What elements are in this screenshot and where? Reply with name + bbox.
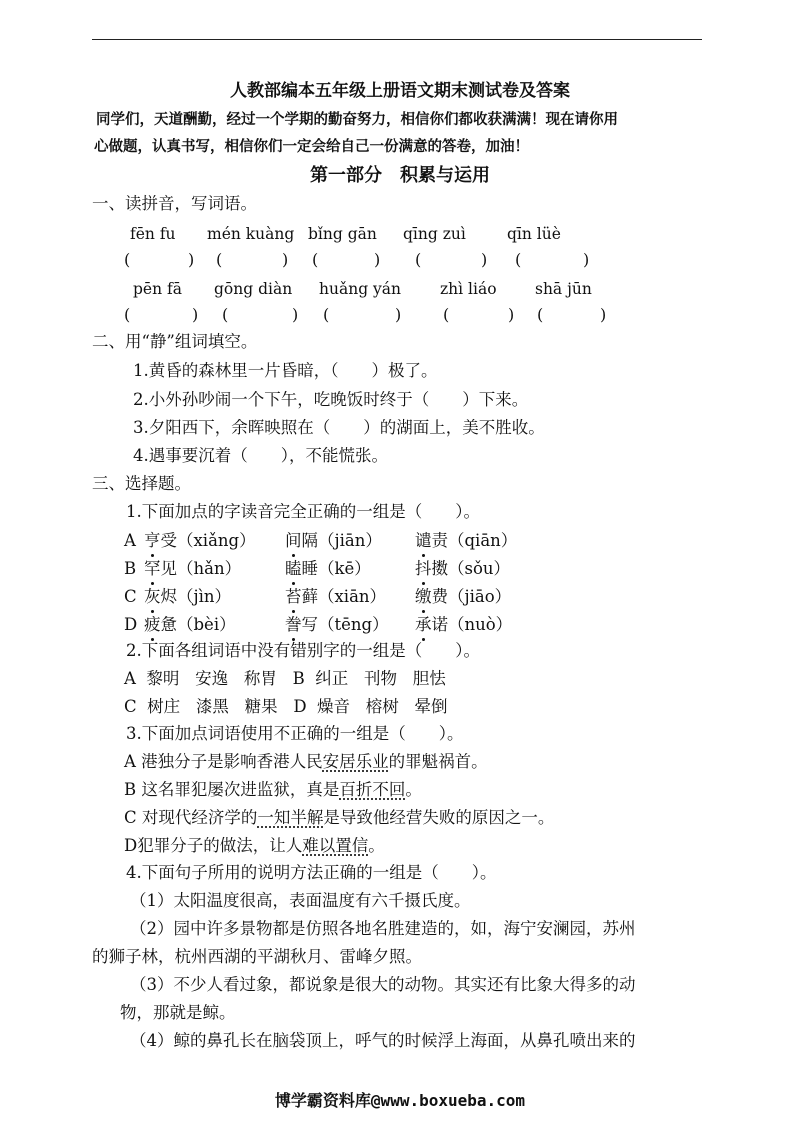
dotted-char: 亨 [144,531,161,550]
blank-open[interactable]: ( [537,305,544,324]
pinyin-7: gōng diàn [214,280,293,298]
option-word: 谴责（qiān） [415,531,518,550]
document-title: 人教部编本五年级上册语文期末测试卷及答案 [230,81,570,101]
pinyin-1: fēn fu [130,225,176,243]
footer-watermark: 博学霸资料库@www.boxueba.com [274,1091,526,1110]
intro-line-1: 同学们，天道酬勤，经过一个学期的勤奋努力，相信你们都收获满满！现在请你用 [96,112,618,128]
blank-close: ) [374,250,381,269]
option-letter: C [124,587,137,606]
pinyin-2: mén kuàng [207,225,295,243]
pinyin-4: qīng zuì [403,225,466,243]
pinyin-8: huǎng yán [319,280,402,298]
q3-4-statement-2: （2）园中许多景物都是仿照各地名胜建造的，如，海宁安澜园，苏州 [130,919,636,938]
blank-open[interactable]: ( [222,305,229,324]
blank-open[interactable]: ( [323,305,330,324]
pinyin-5: qīn lüè [507,225,561,243]
blank-close: ) [292,305,299,324]
option-word: 誊写（tēng） [285,615,389,634]
q3-4-statement-4: （4）鲸的鼻孔长在脑袋顶上，呼气的时候浮上海面，从鼻孔喷出来的 [130,1031,636,1050]
dotted-phrase: 安居乐业 [322,752,389,771]
q2-item-3: 3.夕阳西下，余晖映照在（ ）的湖面上，美不胜收。 [133,418,545,437]
q3-4-statement-3-cont: 物，那就是鲸。 [120,1003,236,1022]
dotted-char: 瞌 [285,559,302,578]
pinyin-6: pēn fā [133,280,182,298]
dotted-phrase: 难以置信 [302,836,369,855]
option-word: 罕见（hǎn） [144,559,242,578]
blank-open[interactable]: ( [443,305,450,324]
q3-3-stem: 3.下面加点词语使用不正确的一组是（ ）。 [126,724,464,743]
blank-close: ) [600,305,607,324]
q3-3-option-b: B 这名罪犯屡次进监狱，真是百折不回。 [124,780,422,799]
blank-open[interactable]: ( [124,250,131,269]
option-word: 瞌睡（kē） [285,559,371,578]
blank-open[interactable]: ( [415,250,422,269]
blank-close: ) [583,250,590,269]
dotted-char: 抖 [415,559,432,578]
dotted-char: 缴 [415,587,432,606]
blank-close: ) [481,250,488,269]
option-letter: D [124,615,138,634]
q3-4-statement-2-cont: 的狮子林，杭州西湖的平湖秋月、雷峰夕照。 [92,947,422,966]
dotted-char: 灰 [144,587,161,606]
top-rule [92,39,702,40]
dotted-char: 谴 [415,531,432,550]
blank-open[interactable]: ( [312,250,319,269]
q2-item-4: 4.遇事要沉着（ ），不能慌张。 [133,446,388,465]
option-word: 承诺（nuò） [415,615,513,634]
intro-line-2: 心做题，认真书写，相信你们一定会给自己一份满意的答卷，加油！ [94,139,529,155]
option-word: 疲惫（bèi） [144,615,236,634]
dotted-char: 承 [415,615,432,634]
q2-item-2: 2.小外孙吵闹一个下午，吃晚饭时终于（ ）下来。 [133,390,529,409]
q3-3-option-d: D犯罪分子的做法，让人难以置信。 [124,836,385,855]
q3-2-options-row-1: A 黎明 安逸 称胃 B 纠正 刊物 胆怯 [124,669,446,688]
part-title: 积累与运用 [400,165,490,186]
dotted-char: 疲 [144,615,161,634]
q3-2-options-row-2: C 树庄 漆黑 糖果 D 燥音 榕树 晕倒 [124,697,448,716]
blank-close: ) [188,250,195,269]
option-word: 苔藓（xiān） [285,587,387,606]
q3-heading: 三、选择题。 [92,474,191,493]
pinyin-9: zhì liáo [440,280,497,298]
q3-4-stem: 4.下面句子所用的说明方法正确的一组是（ ）。 [126,863,497,882]
option-word: 抖擞（sǒu） [415,559,511,578]
q3-3-option-c: C 对现代经济学的一知半解是导致他经营失败的原因之一。 [124,808,555,827]
blank-close: ) [395,305,402,324]
dotted-char: 苔 [285,587,302,606]
pinyin-10: shā jūn [535,280,592,298]
blank-open[interactable]: ( [216,250,223,269]
q3-2-stem: 2.下面各组词语中没有错别字的一组是（ ）。 [126,641,480,660]
option-word: 灰烬（jìn） [144,587,232,606]
part-heading [0,164,800,188]
q1-heading: 一、读拼音，写词语。 [92,194,257,213]
blank-close: ) [282,250,289,269]
blank-close: ) [192,305,199,324]
dotted-char: 誊 [285,615,302,634]
dotted-phrase: 百折不回 [339,780,406,799]
blank-open[interactable]: ( [124,305,131,324]
option-word: 缴费（jiāo） [415,587,512,606]
blank-close: ) [508,305,515,324]
dotted-char: 罕 [144,559,161,578]
q3-4-statement-3: （3）不少人看过象，都说象是很大的动物。其实还有比象大得多的动 [130,975,636,994]
blank-open[interactable]: ( [515,250,522,269]
dotted-char: 间 [285,531,302,550]
option-word: 亨受（xiǎng） [144,531,256,550]
option-word: 间隔（jiān） [285,531,382,550]
part-number: 第一部分 [310,165,382,186]
dotted-phrase: 一知半解 [257,808,324,827]
pinyin-3: bǐng gān [308,225,377,243]
option-letter: A [124,531,136,550]
q2-item-1: 1.黄昏的森林里一片昏暗，（ ）极了。 [133,361,438,380]
q2-heading: 二、用“静”组词填空。 [92,332,258,351]
q3-1-stem: 1.下面加点的字读音完全正确的一组是（ ）。 [126,502,480,521]
q3-3-option-a: A 港独分子是影响香港人民安居乐业的罪魁祸首。 [124,752,488,771]
q3-4-statement-1: （1）太阳温度很高，表面温度有六千摄氏度。 [130,891,471,910]
option-letter: B [124,559,137,578]
